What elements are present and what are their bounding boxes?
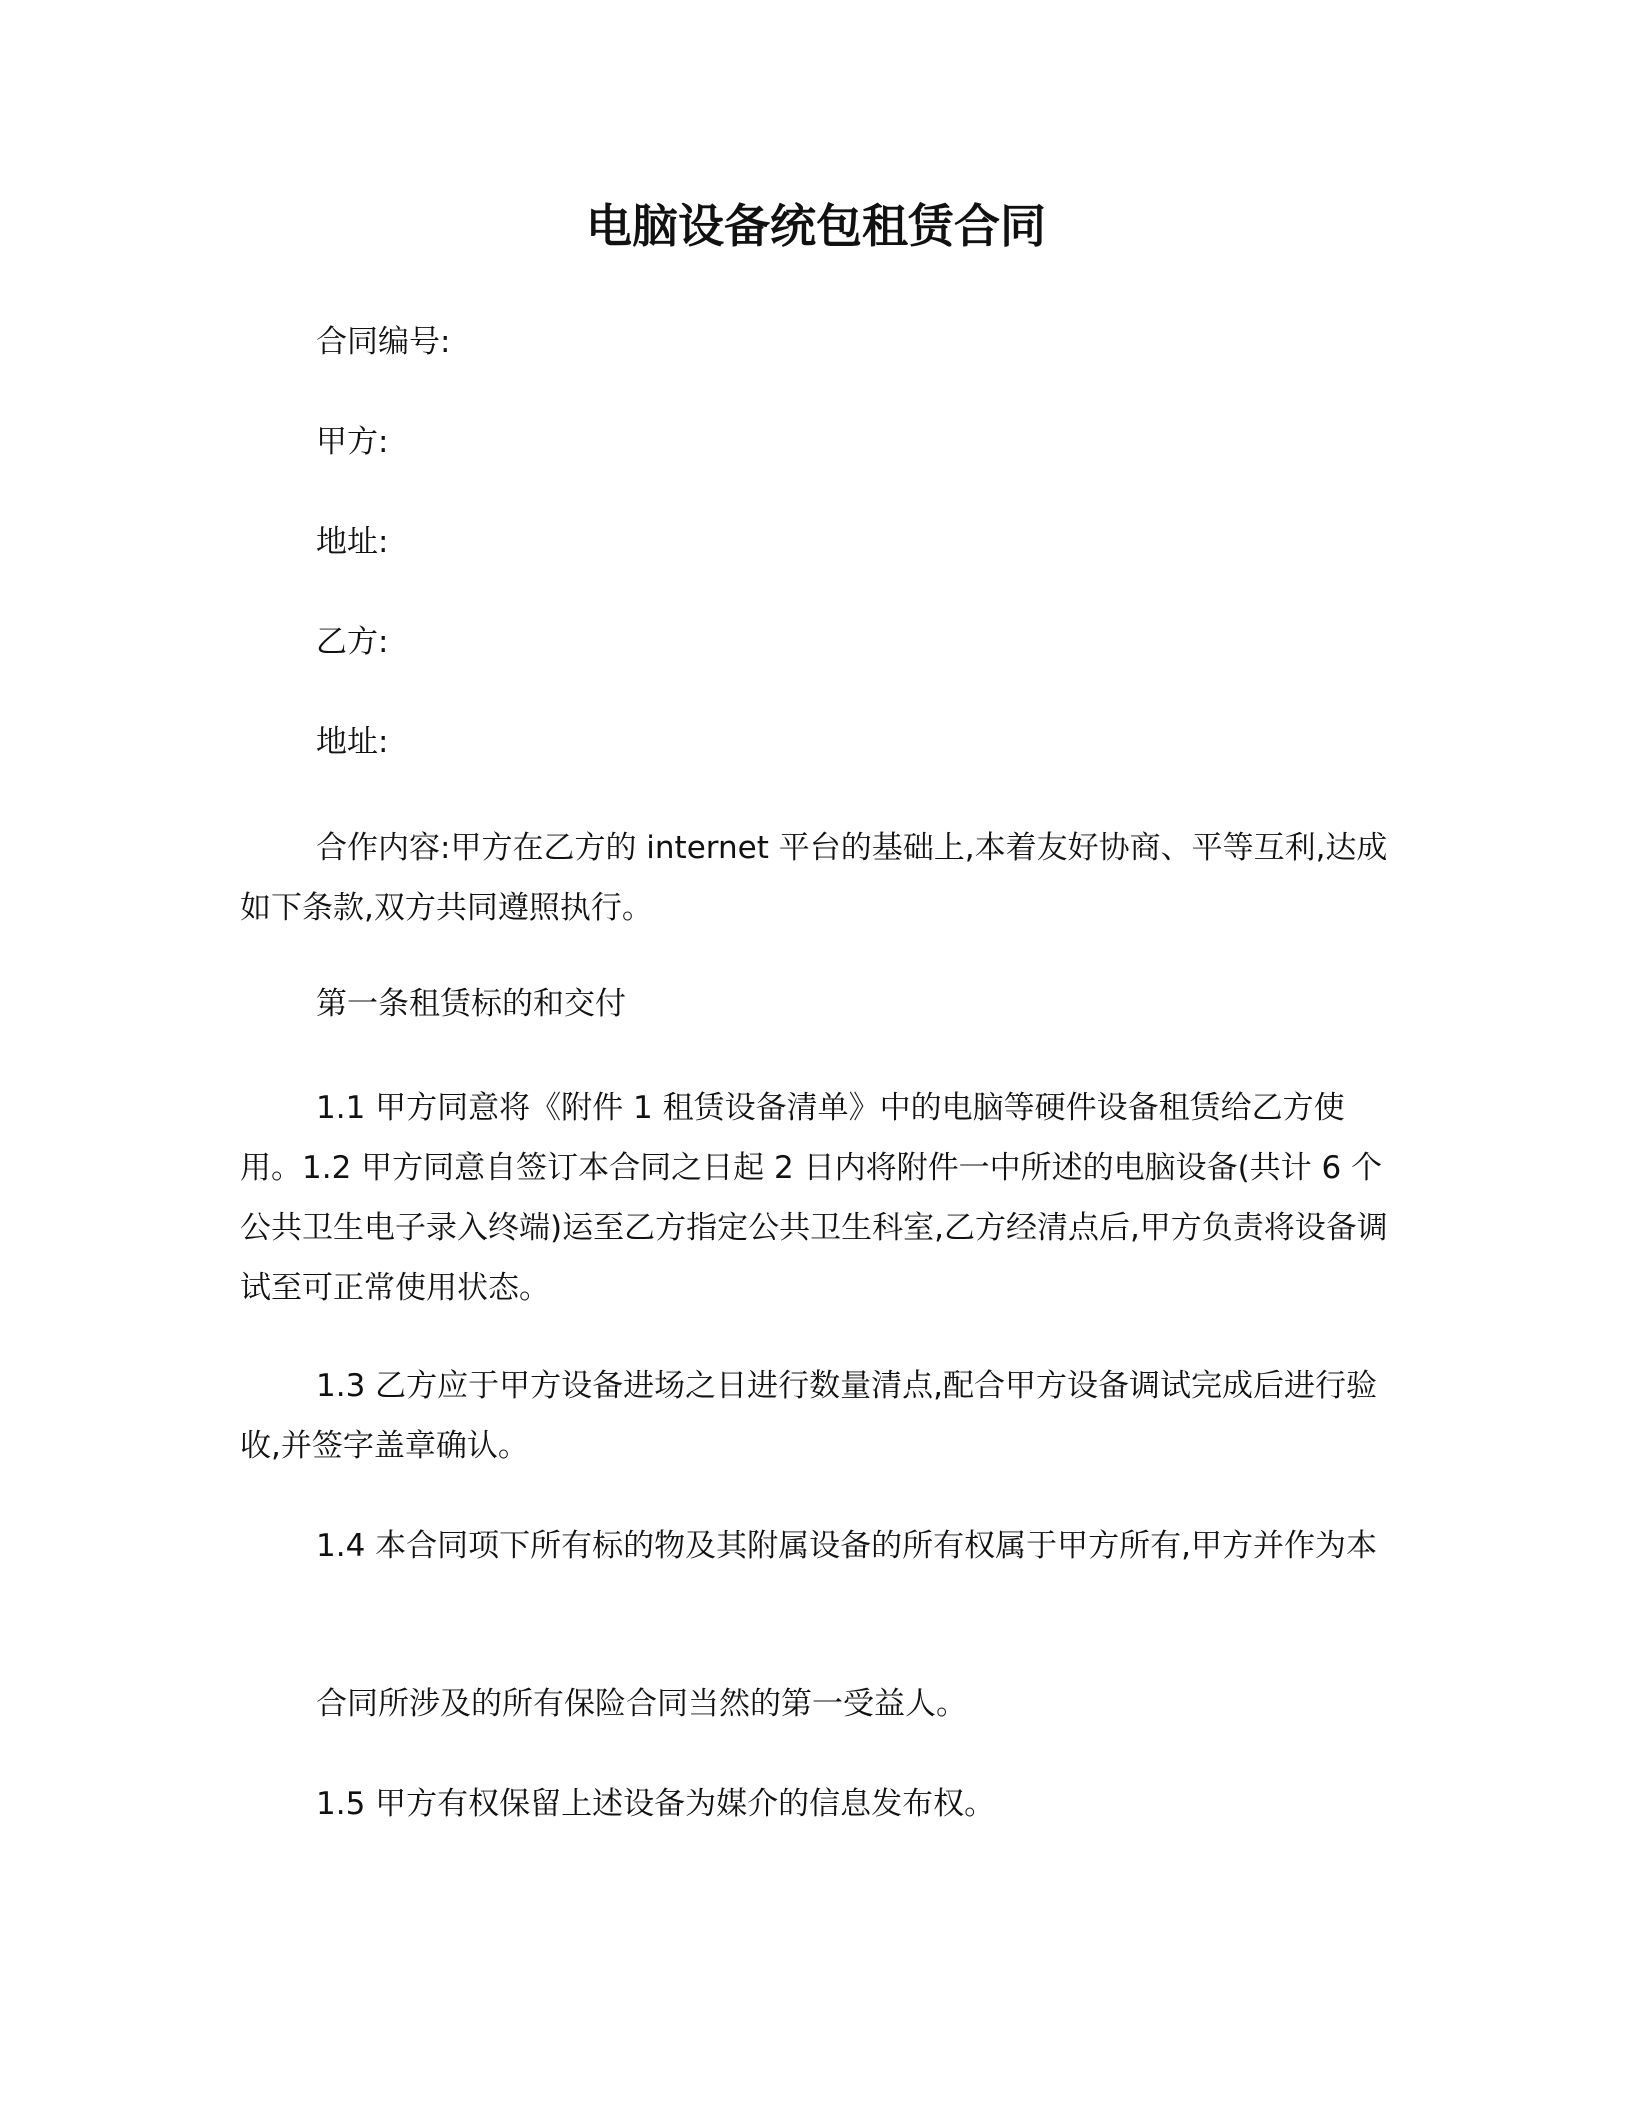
party-b-address-field: 地址: bbox=[316, 724, 389, 760]
party-a-address-field: 地址: bbox=[316, 524, 389, 560]
clause-1-4-part-1: 1.4 本合同项下所有标的物及其附属设备的所有权属于甲方所有,甲方并作为本 bbox=[316, 1528, 1378, 1564]
party-b-field: 乙方: bbox=[316, 624, 389, 660]
clause-1-5: 1.5 甲方有权保留上述设备为媒介的信息发布权。 bbox=[316, 1786, 996, 1822]
clause-1-1-and-1-2: 1.1 甲方同意将《附件 1 租赁设备清单》中的电脑等硬件设备租赁给乙方使用。1.2 甲方同意自签订本合同之日起 2 日内将附件一中所述的电脑设备(共计 6 个公共卫生电子录入终端)运至乙方指定公共卫生科室,乙方经清点后,甲方负责将设备调试至可正常使用状态。 bbox=[240, 1090, 1388, 1306]
article-1-heading: 第一条租赁标的和交付 bbox=[316, 986, 626, 1022]
cooperation-paragraph: 合作内容:甲方在乙方的 internet 平台的基础上,本着友好协商、平等互利,达成如下条款,双方共同遵照执行。 bbox=[240, 830, 1388, 926]
contract-number-field: 合同编号: bbox=[316, 324, 451, 360]
clause-1-3: 1.3 乙方应于甲方设备进场之日进行数量清点,配合甲方设备调试完成后进行验收,并签字盖章确认。 bbox=[240, 1368, 1378, 1464]
clause-1-4-part-2: 合同所涉及的所有保险合同当然的第一受益人。 bbox=[316, 1686, 967, 1722]
document-title: 电脑设备统包租赁合同 bbox=[586, 199, 1046, 253]
party-a-field: 甲方: bbox=[316, 424, 389, 460]
